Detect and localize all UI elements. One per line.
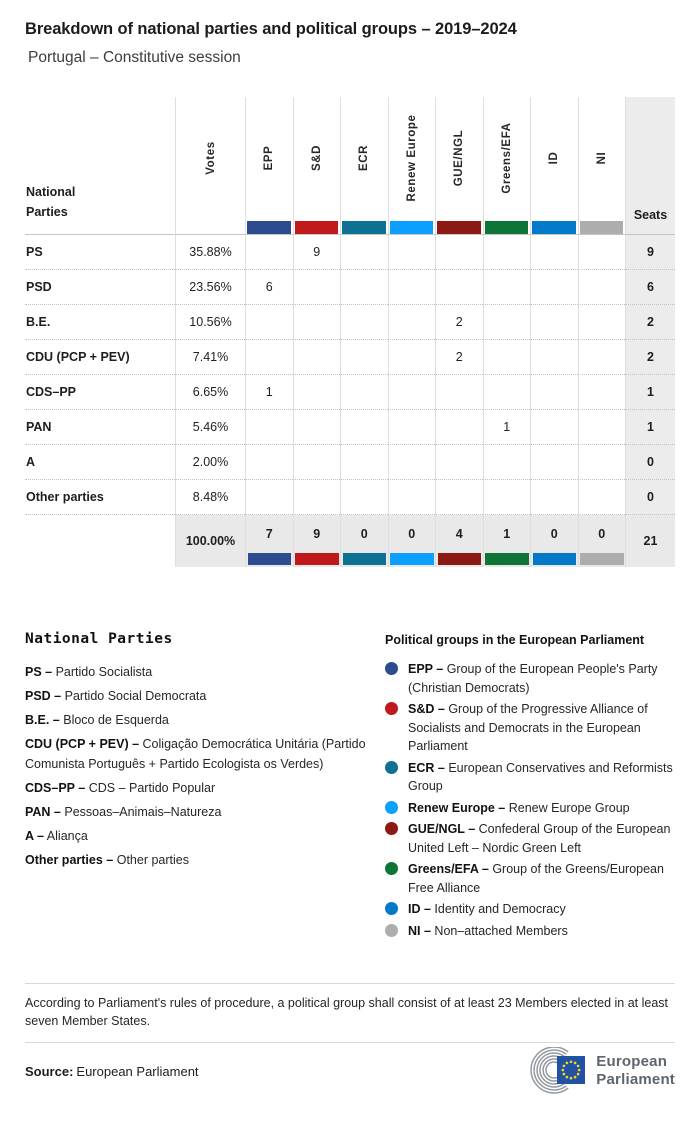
votes-cell: 2.00% (175, 445, 245, 480)
group-color-bar (438, 553, 482, 565)
group-color-bar (247, 221, 291, 234)
totals-number: 0 (598, 527, 606, 541)
group-desc: Identity and Democracy (434, 902, 566, 916)
seat-cell (483, 445, 531, 480)
seat-cell (245, 235, 293, 270)
party-abbr: B.E. – (25, 713, 60, 727)
group-desc: Confederal Group of the European United Left – Nordic Green Left (408, 822, 671, 855)
column-header-id (530, 97, 578, 235)
legend-item (385, 759, 675, 796)
seat-cell: 1 (245, 375, 293, 410)
totals-number: 0 (550, 527, 558, 541)
total-seats-cell: 6 (625, 270, 675, 305)
parties-groups-table (25, 97, 675, 567)
party-name-cell: CDS–PP (25, 375, 175, 410)
seat-cell (388, 305, 436, 340)
seat-cell (340, 340, 388, 375)
votes-cell: 6.65% (175, 375, 245, 410)
seat-cell (340, 410, 388, 445)
seat-cell: 1 (483, 410, 531, 445)
party-desc: Other parties (116, 853, 189, 867)
seat-cell: 2 (435, 340, 483, 375)
total-seats-cell: 1 (625, 410, 675, 445)
seat-cell (578, 480, 626, 515)
column-header-national-parties (25, 97, 175, 235)
page-subtitle: Portugal – Constitutive session (28, 49, 241, 66)
national-parties-legend (25, 631, 385, 943)
rotated-label: ECR (358, 144, 371, 171)
seat-cell (578, 445, 626, 480)
source-value: European Parliament (76, 1063, 199, 1079)
party-desc: Coligação Democrática Unitária (Partido Comunista Português + Partido Ecologista os Verdes) (25, 737, 366, 771)
group-color-dot (385, 662, 398, 675)
group-color-bar (532, 221, 576, 234)
seat-cell (388, 410, 436, 445)
seat-cell (340, 305, 388, 340)
seat-cell (388, 445, 436, 480)
party-desc: Partido Socialista (55, 665, 153, 679)
european-parliament-logo (524, 1047, 675, 1095)
votes-cell: 8.48% (175, 480, 245, 515)
party-name-cell: PAN (25, 410, 175, 445)
rotated-label: Renew Europe (405, 113, 418, 202)
footnote: According to Parliament's rules of procedure, a political group shall consist of at least 23 Members elected in at least seven Member States. (25, 996, 668, 1028)
seat-cell (293, 270, 341, 305)
group-color-dot (385, 801, 398, 814)
party-desc: Partido Social Democrata (64, 689, 207, 703)
group-abbr: EPP – (408, 662, 444, 676)
seat-cell: 6 (245, 270, 293, 305)
rotated-label: S&D (310, 144, 323, 171)
seat-cell (293, 480, 341, 515)
seat-cell (340, 445, 388, 480)
group-desc: Renew Europe Group (508, 800, 630, 815)
legend-item (25, 686, 385, 706)
legend-item (25, 826, 385, 846)
total-seats-cell: 0 (625, 480, 675, 515)
votes-cell: 35.88% (175, 235, 245, 270)
column-header-votes (175, 97, 245, 235)
group-desc: Group of the European People's Party (Christian Democrats) (408, 662, 658, 695)
legend-heading: National Parties (25, 631, 173, 647)
legend-item (385, 900, 675, 919)
total-seats-cell: 0 (625, 445, 675, 480)
group-color-dot (385, 702, 398, 715)
logo-word: European (596, 1053, 668, 1070)
party-name-cell: PSD (25, 270, 175, 305)
seat-cell (340, 375, 388, 410)
total-seats-cell: 2 (625, 340, 675, 375)
rotated-label: GUE/NGL (453, 129, 466, 186)
legend-item (25, 734, 385, 774)
legend-item (385, 799, 675, 818)
legend-heading: Political groups in the European Parliament (385, 633, 645, 647)
total-seats-cell: 2 (625, 305, 675, 340)
group-color-bar (343, 553, 387, 565)
seat-cell: 2 (435, 305, 483, 340)
column-header-ecr (340, 97, 388, 235)
seat-cell (245, 340, 293, 375)
legend-item (385, 820, 675, 857)
divider (25, 1042, 675, 1043)
totals-seats-cell: 21 (625, 515, 675, 567)
legend-item (385, 922, 675, 941)
source-label: Source: (25, 1063, 74, 1079)
votes-cell: 5.46% (175, 410, 245, 445)
seat-cell (388, 340, 436, 375)
total-seats-cell: 9 (625, 235, 675, 270)
party-desc: CDS – Partido Popular (88, 781, 216, 795)
group-abbr: GUE/NGL – (408, 822, 476, 836)
legend-item (25, 850, 385, 870)
logo-word: Parliament (596, 1071, 675, 1088)
seat-cell (530, 375, 578, 410)
rotated-label: Greens/EFA (500, 121, 513, 194)
rotated-label: EPP (263, 145, 276, 170)
group-color-bar (342, 221, 386, 234)
column-header-guengl (435, 97, 483, 235)
party-desc: Pessoas–Animais–Natureza (64, 805, 222, 819)
group-color-bar (295, 553, 339, 565)
group-color-dot (385, 902, 398, 915)
legend-item (385, 860, 675, 897)
seat-cell (530, 340, 578, 375)
seat-cell (530, 410, 578, 445)
seat-cell (435, 410, 483, 445)
column-header-ni (578, 97, 626, 235)
party-abbr: Other parties – (25, 853, 114, 867)
totals-number: 7 (265, 527, 273, 541)
party-name-cell: PS (25, 235, 175, 270)
party-desc: Bloco de Esquerda (63, 713, 169, 727)
seat-cell (245, 305, 293, 340)
seat-cell (435, 375, 483, 410)
party-abbr: PS – (25, 665, 53, 679)
seat-cell (435, 270, 483, 305)
group-color-dot (385, 761, 398, 774)
group-color-dot (385, 862, 398, 875)
group-color-dot (385, 924, 398, 937)
legend-item (25, 778, 385, 798)
seat-cell (578, 340, 626, 375)
totals-number: 9 (313, 527, 321, 541)
group-color-bar (248, 553, 292, 565)
seat-cell (578, 410, 626, 445)
totals-group-cell (578, 515, 626, 567)
totals-group-cell (388, 515, 436, 567)
group-desc: Non–attached Members (434, 923, 568, 938)
seat-cell (578, 305, 626, 340)
seat-cell (293, 445, 341, 480)
seat-cell (530, 445, 578, 480)
party-abbr: CDS–PP – (25, 781, 86, 795)
party-abbr: A – (25, 829, 44, 843)
party-abbr: PSD – (25, 689, 62, 703)
group-color-bar (580, 553, 624, 565)
group-abbr: Greens/EFA – (408, 862, 489, 876)
source-line (25, 1064, 199, 1079)
totals-group-cell (435, 515, 483, 567)
rotated-label: ID (548, 151, 561, 164)
seat-cell (530, 270, 578, 305)
seat-cell (340, 235, 388, 270)
group-abbr: S&D – (408, 702, 445, 716)
header-line: Parties (26, 205, 68, 219)
seat-cell (483, 480, 531, 515)
totals-group-cell (530, 515, 578, 567)
seat-cell (388, 270, 436, 305)
votes-cell: 23.56% (175, 270, 245, 305)
seat-cell (578, 270, 626, 305)
seat-cell (483, 270, 531, 305)
seat-cell (293, 410, 341, 445)
seat-cell (388, 375, 436, 410)
totals-number: 4 (455, 527, 463, 541)
votes-cell: 10.56% (175, 305, 245, 340)
seat-cell: 9 (293, 235, 341, 270)
group-desc: Group of the Greens/European Free Alliance (408, 862, 664, 895)
totals-group-cell (340, 515, 388, 567)
page-title: Breakdown of national parties and political groups – 2019–2024 (25, 20, 517, 38)
group-color-bar (485, 221, 529, 234)
seat-cell (483, 235, 531, 270)
seat-cell (340, 480, 388, 515)
group-color-dot (385, 822, 398, 835)
group-color-bar (485, 553, 529, 565)
ep-hemicycle-icon (524, 1047, 588, 1095)
legend-item (25, 710, 385, 730)
group-abbr: Renew Europe – (408, 800, 506, 815)
party-abbr: PAN – (25, 805, 61, 819)
totals-empty-cell (25, 515, 175, 567)
ep-logo-wordmark (596, 1053, 675, 1089)
column-header-epp (245, 97, 293, 235)
seat-cell (530, 480, 578, 515)
political-groups-legend (385, 631, 675, 943)
seat-cell (578, 235, 626, 270)
seat-cell (578, 375, 626, 410)
rotated-label: Votes (204, 140, 217, 175)
totals-number: 1 (503, 527, 511, 541)
seat-cell (483, 340, 531, 375)
group-color-bar (390, 553, 434, 565)
header-line: National (26, 185, 76, 199)
seat-cell (293, 305, 341, 340)
group-abbr: ID – (408, 902, 431, 916)
totals-votes-cell: 100.00% (175, 515, 245, 567)
legend-item (25, 802, 385, 822)
party-name-cell: A (25, 445, 175, 480)
totals-group-cell (245, 515, 293, 567)
totals-number: 0 (408, 527, 416, 541)
group-color-bar (580, 221, 624, 234)
party-name-cell: Other parties (25, 480, 175, 515)
group-color-bar (295, 221, 339, 234)
rotated-label: NI (595, 151, 608, 164)
seat-cell (293, 340, 341, 375)
seat-cell (245, 445, 293, 480)
seat-cell (530, 305, 578, 340)
seat-cell (245, 480, 293, 515)
total-seats-cell: 1 (625, 375, 675, 410)
legend-item (25, 662, 385, 682)
seat-cell (388, 480, 436, 515)
group-color-bar (390, 221, 434, 234)
seat-cell (293, 375, 341, 410)
totals-number: 0 (360, 527, 368, 541)
column-header-renew (388, 97, 436, 235)
votes-cell: 7.41% (175, 340, 245, 375)
group-abbr: NI – (408, 923, 431, 938)
party-name-cell: B.E. (25, 305, 175, 340)
seat-cell (435, 235, 483, 270)
group-desc: Group of the Progressive Alliance of Socialists and Democrats in the European Parliament (408, 702, 648, 753)
legend-item (385, 700, 675, 756)
column-header-seats: Seats (625, 97, 675, 235)
group-color-bar (533, 553, 577, 565)
seat-cell (245, 410, 293, 445)
column-header-greens (483, 97, 531, 235)
seat-cell (483, 305, 531, 340)
party-desc: Aliança (46, 829, 88, 843)
seat-cell (340, 270, 388, 305)
column-header-sd (293, 97, 341, 235)
group-desc: European Conservatives and Reformists Group (408, 760, 673, 793)
party-name-cell: CDU (PCP + PEV) (25, 340, 175, 375)
group-abbr: ECR – (408, 760, 445, 775)
totals-group-cell (293, 515, 341, 567)
seat-cell (435, 480, 483, 515)
divider (25, 983, 675, 984)
party-abbr: CDU (PCP + PEV) – (25, 737, 140, 751)
seat-cell (530, 235, 578, 270)
legend-section (25, 631, 675, 943)
seat-cell (435, 445, 483, 480)
group-color-bar (437, 221, 481, 234)
legend-item (385, 660, 675, 697)
seat-cell (483, 375, 531, 410)
seat-cell (388, 235, 436, 270)
totals-group-cell (483, 515, 531, 567)
